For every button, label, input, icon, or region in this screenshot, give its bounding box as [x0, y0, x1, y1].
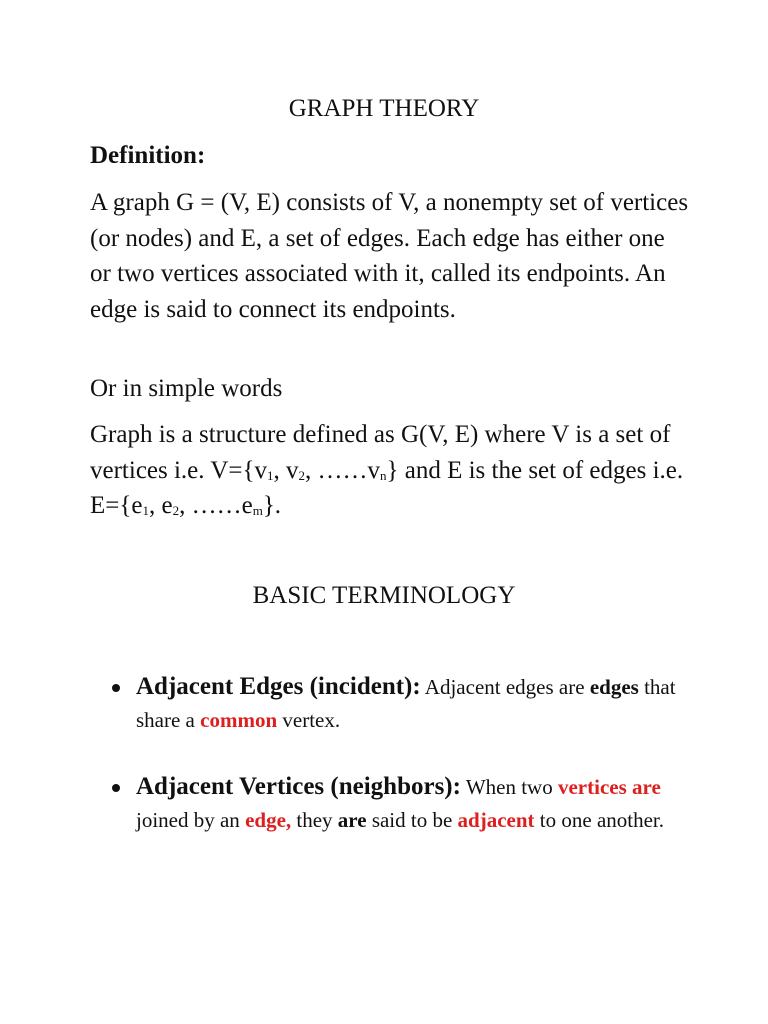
bullet-text-span: to one another. [534, 808, 665, 832]
section-title: BASIC TERMINOLOGY [252, 582, 516, 609]
bullet-text-span: When two [460, 775, 558, 799]
bullet-text-span: joined by an [136, 808, 246, 832]
bullet-text-span: Adjacent edges are [420, 675, 590, 699]
graph-text-2: , v [273, 456, 299, 484]
graph-text-1: Graph is a structure defined as G(V, E) where V is a set of vertices i.e. V={v [90, 421, 671, 484]
highlight-word: vertices are [557, 775, 661, 799]
graph-text-3: , ……v [304, 456, 380, 484]
subscript-e1: 1 [142, 503, 149, 518]
bullet-text [136, 670, 696, 737]
bullet-text [136, 770, 696, 837]
definition-heading: Definition: [90, 142, 206, 169]
bold-word: edges [589, 675, 639, 699]
subscript-v2: 2 [298, 467, 305, 483]
document-title: GRAPH THEORY [288, 95, 480, 122]
term-label: Adjacent Vertices (neighbors): [136, 773, 461, 800]
highlight-word: common [200, 708, 278, 732]
graph-text-7: }. [262, 492, 282, 519]
graph-definition-paragraph [90, 417, 690, 524]
graph-text-6: , ……e [179, 492, 253, 519]
subscript-e2: 2 [172, 503, 180, 518]
bullet-text-span: they [291, 808, 338, 832]
bullet-text-span: vertex. [277, 708, 341, 732]
graph-text-5: , e [148, 492, 173, 519]
highlight-word: edge, [245, 808, 292, 832]
subscript-v1: 1 [266, 467, 274, 483]
term-label: Adjacent Edges (incident): [136, 673, 421, 700]
bullet-text-span: said to be [366, 808, 458, 832]
graph-text-4: } and E is the set of edges i.e. E={e [90, 456, 684, 519]
subscript-em: m [252, 503, 263, 518]
highlight-word: adjacent [457, 808, 535, 832]
simple-words-line: Or in simple words [90, 375, 283, 402]
bullet-text-span: that share a [136, 675, 676, 732]
bullet-icon [112, 684, 120, 692]
subscript-vn: n [379, 467, 387, 483]
bullet-icon [112, 784, 120, 792]
bold-word: are [337, 808, 367, 832]
definition-paragraph: A graph G = (V, E) consists of V, a nonempty set of vertices (or nodes) and E, a set of edges. Each edge has either one or two vertices associated with it, called its endpoints. An edge is said to connect its endpoints. [90, 189, 689, 323]
